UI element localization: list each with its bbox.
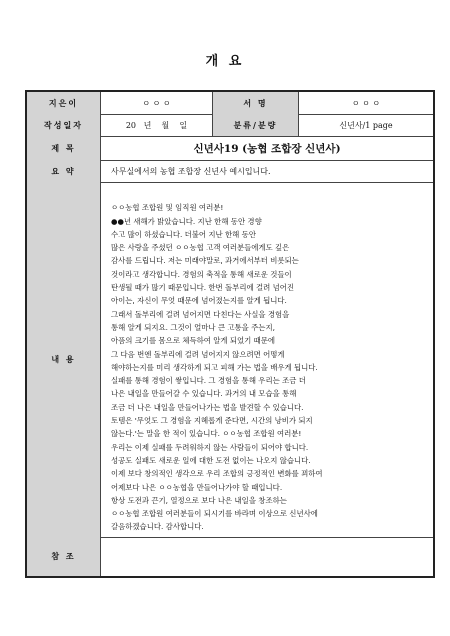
date-row [27,114,433,137]
content-line: 많은 사랑을 주셨던 ㅇㅇ농협 고객 여러분들에게도 깊은 [111,243,290,253]
signature-label: 서 명 [213,92,299,114]
date-value: 20 년 월 일 [101,114,213,136]
content-line: 그 다음 번엔 돌부리에 걸려 넘어지지 않으려면 어떻게 [111,349,285,359]
content-line: 것이라고 생각합니다. 경험의 축적을 통해 새로운 것들이 [111,269,292,279]
content-line: 조금 더 나은 내일을 만들어나가는 법을 발견할 수 있습니다. [111,402,304,412]
content-line: 아이는, 자신이 무엇 때문에 넘어졌는지를 알게 됩니다. [111,296,287,306]
content-line: 아픔의 크기를 몸으로 체득하여 알게 되었기 때문에 [111,336,276,346]
reference-value [101,537,433,576]
category-label: 분류/분량 [213,114,299,136]
subject-value: 신년사19 (농협 조합장 신년사) [193,142,341,155]
content-line: 실패를 통해 경험이 쌓입니다. 그 경험을 통해 우리는 조금 더 [111,376,306,386]
content-line: ㅇㅇ농협 조합원 및 임직원 여러분! [111,203,224,213]
content-line: 나은 내일을 만들어갈 수 있습니다. 과거의 내 모습을 통해 [111,389,297,399]
content-line: ㅇㅇ농협 조합원 여러분들이 되시기를 바라며 이상으로 신년사에 [111,509,318,519]
content-line: 통해 알게 되지요. 그것이 얼마나 큰 고통을 주는지, [111,322,275,332]
content-line: 항상 도전과 끈기, 열정으로 보다 나은 내일을 창조하는 [111,495,287,505]
summary-form [25,90,435,578]
date-label: 작성일자 [27,114,101,136]
content-line: 그래서 돌부리에 걸려 넘어지면 다친다는 사실을 경험을 [111,309,290,319]
content-line: 않는다.'는 말을 한 적이 있습니다. ㅇㅇ농협 조합원 여러분! [111,429,302,439]
signature-value: ㅇ ㅇ ㅇ [351,98,381,108]
content-line: 수고 많이 하셨습니다. 더불어 지난 한해 동안 [111,229,256,239]
reference-label: 참 조 [27,537,101,576]
author-row [27,92,433,115]
summary-value: 사무실에서의 농협 조합장 신년사 예시입니다. [111,166,271,176]
content-line [111,188,425,201]
content-line: 탄생될 때가 많기 때문입니다. 한번 돌부리에 걸려 넘어진 [111,283,295,293]
content-line: 토템은 '무엇도 그 경험을 지혜롭게 준다면, 시간의 낭비가 되지 [111,416,313,426]
content-line: 갈음하겠습니다. 감사합니다. [111,522,204,532]
content-line: 어제보다 나은 ㅇㅇ농협을 만들어나가야 할 때입니다. [111,482,283,492]
content-line: 성공도 실패도 새로운 일에 대한 도전 없이는 나오지 않습니다. [111,455,311,465]
category-value: 신년사/1 page [339,120,393,130]
content-body [101,182,433,537]
content-line: 이제 보다 창의적인 생각으로 우리 조합의 긍정적인 변화를 꾀하여 [111,469,323,479]
page-title: 개 요 [205,54,245,69]
content-line: 해야하는지를 미리 생각하게 되고 피해 가는 법을 배우게 됩니다. [111,362,318,372]
subject-label: 제 목 [27,136,101,160]
summary-label: 요 약 [27,160,101,182]
author-value: ㅇ ㅇ ㅇ [101,92,213,114]
content-label: 내 용 [27,182,101,537]
content-line: 감사를 드립니다. 저는 미래야말로, 과거에서부터 비롯되는 [111,256,299,266]
reference-row [27,537,433,576]
summary-row [27,160,433,183]
content-line: 우리는 이제 실패를 두려워하지 않는 사람들이 되어야 합니다. [111,442,309,452]
content-line: ●●년 새해가 밝았습니다. 지난 한해 동안 경향 [111,216,262,226]
content-row [27,182,433,538]
subject-row [27,136,433,161]
author-label: 지은이 [27,92,101,114]
